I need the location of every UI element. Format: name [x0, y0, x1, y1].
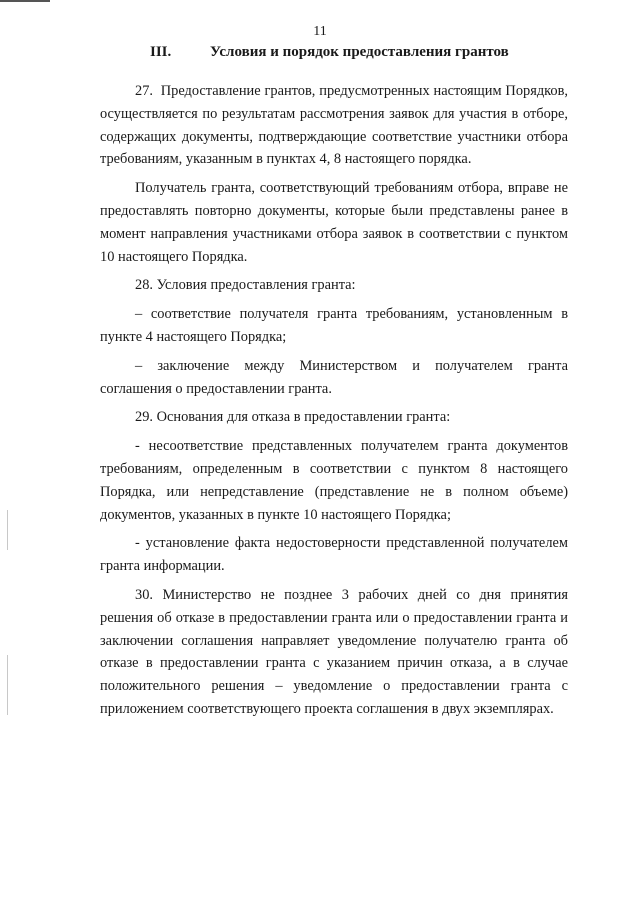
scan-margin-line [7, 655, 8, 715]
paragraph-28-item-1: – соответствие получателя гранта требованиям, установленным в пункте 4 настоящего Порядка; [100, 306, 568, 345]
scan-margin-line [7, 510, 8, 550]
paragraph-29-item-1: - несоответствие представленных получателем гранта документов требованиям, определенным в соответствии с пунктом 8 настоящего Порядка, или непредставление (представление не в полном объеме) документов, указанных в пункте 10 настоящего Порядка; [100, 438, 568, 523]
scan-edge-mark [0, 0, 50, 2]
paragraph-28-heading: 28. Условия предоставления гранта: [135, 277, 356, 294]
paragraph-29-item-2: - установление факта недостоверности представленной получателем гранта информации. [100, 535, 568, 575]
document-body [100, 80, 568, 727]
paragraph-28-item-2: – заключение между Министерством и получателем гранта соглашения о предоставлении гранта. [100, 357, 568, 397]
section-title: Условия и порядок предоставления грантов [210, 44, 509, 60]
paragraph-27: 27. Предоставление грантов, предусмотренных настоящим Порядков, осуществляется по результатам рассмотрения заявок для участия в отборе, содержащих документы, подтверждающие соответствие участники отбора требованиям, указанным в пунктах 4, 8 настоящего порядка. [100, 83, 568, 168]
paragraph-29-heading: 29. Основания для отказа в предоставлении гранта: [135, 409, 451, 426]
section-number: III. [150, 44, 172, 60]
paragraph-27-recipient: Получатель гранта, соответствующий требованиям отбора, вправе не предоставлять повторно документы, которые были представлены ранее в момент направления участниками отбора заявок в соответствии с пунктом 10 настоящего Порядка. [100, 180, 568, 265]
page-number: 11 [313, 24, 327, 39]
paragraph-30: 30. Министерство не позднее 3 рабочих дней со дня принятия решения об отказе в предоставлении гранта или о предоставлении гранта и заключении соглашения направляет уведомление получателю гранта об отказе в предоставлении гранта с указанием причин отказа, а в случае положительного решения – уведомление о предоставлении гранта с приложением соответствующего проекта соглашения в двух экземплярах. [100, 586, 568, 717]
